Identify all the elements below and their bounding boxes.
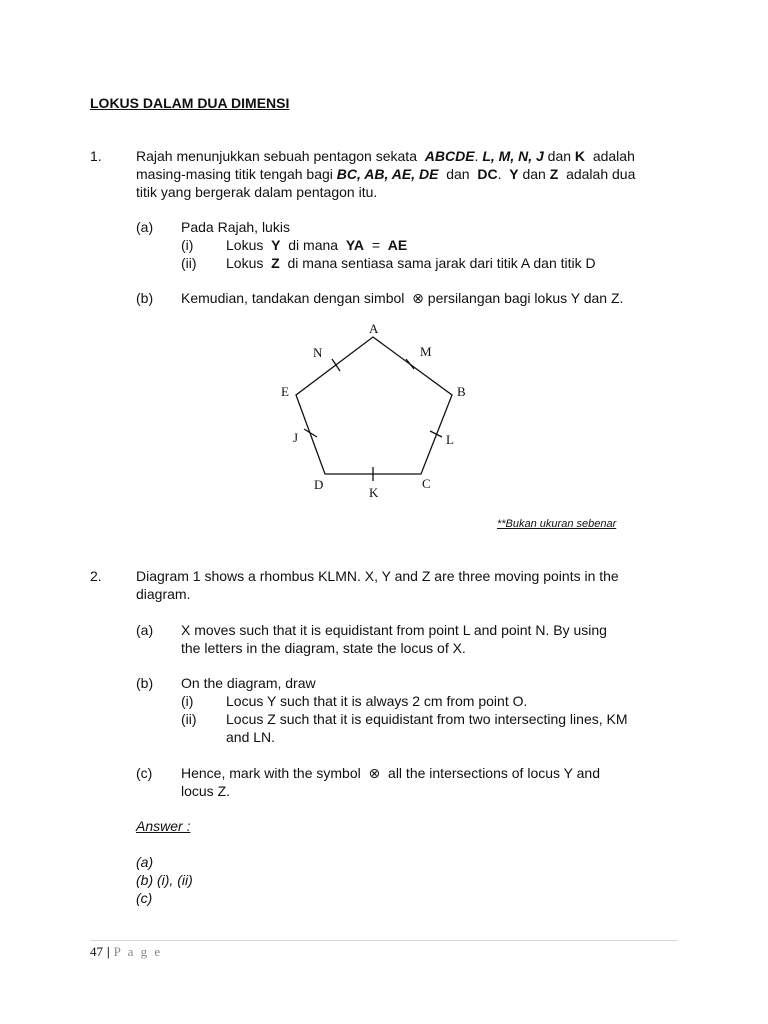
q1-a-i-label: (i)	[181, 237, 194, 253]
q1-text: ABCDE	[424, 148, 475, 164]
page-footer	[90, 942, 162, 961]
q2-b-label: (b)	[136, 675, 154, 691]
vertex-label-d: D	[314, 477, 324, 492]
title-text: LOKUS DALAM DUA DIMENSI	[90, 95, 290, 111]
q1-text: .	[497, 166, 502, 182]
not-to-scale-note: **Bukan ukuran sebenar	[497, 518, 617, 530]
answer-label: Answer :	[136, 818, 191, 834]
q1-text: masing-masing titik tengah bagi	[136, 166, 333, 182]
q2-a-line-2: the letters in the diagram, state the locus of X.	[181, 640, 466, 656]
midpoint-label-k: K	[369, 485, 379, 500]
q1-a-ii-label: (ii)	[181, 255, 197, 271]
q1-text: Kemudian, tandakan dengan simbol	[181, 290, 405, 306]
otimes-symbol-icon: ⊗	[412, 291, 424, 307]
q2-line-1: Diagram 1 shows a rhombus KLMN. X, Y and Z are three moving points in the	[136, 568, 619, 584]
q2-b-ii-label: (ii)	[181, 711, 197, 727]
q1-text: Lokus	[226, 255, 264, 271]
q1-text: Z	[271, 255, 280, 271]
answer-b: (b) (i), (ii)	[136, 872, 193, 888]
q1-text: AE	[387, 237, 408, 253]
q2-number: 2.	[90, 568, 102, 584]
q1-text: adalah dua	[566, 166, 636, 182]
q1-text: Rajah menunjukkan sebuah pentagon sekata	[136, 148, 417, 164]
answer-c: (c)	[136, 890, 153, 906]
otimes-symbol-icon: ⊗	[368, 766, 381, 782]
q1-text: YA	[345, 237, 365, 253]
q1-text: Lokus	[226, 237, 264, 253]
q2-b-i-label: (i)	[181, 693, 194, 709]
tick-mark-n	[332, 359, 340, 371]
footer-separator: |	[106, 944, 110, 959]
q2-a-label: (a)	[136, 622, 154, 638]
q2-b-text: On the diagram, draw	[181, 675, 316, 691]
q2-c-line-1	[181, 764, 600, 783]
q1-a-text: Pada Rajah, lukis	[181, 219, 290, 235]
page-word: P a g e	[113, 944, 163, 959]
q2-c-line-2: locus Z.	[181, 783, 231, 799]
vertex-label-e: E	[281, 384, 289, 399]
q1-text: BC, AB, AE, DE	[336, 166, 439, 182]
q1-text: Z	[549, 166, 559, 182]
q1-text: =	[371, 237, 380, 253]
q1-text: dan	[522, 166, 546, 182]
q2-b-ii-line-2: and LN.	[226, 729, 276, 745]
q1-a-label: (a)	[136, 219, 154, 235]
q1-text: K	[574, 148, 586, 164]
q1-number: 1.	[90, 148, 102, 164]
q2-line-2: diagram.	[136, 586, 191, 602]
q1-text: di mana sentiasa sama jarak dari titik A dan titik D	[287, 255, 596, 271]
q1-text: dan	[446, 166, 470, 182]
q2-text: Hence, mark with the symbol	[181, 765, 361, 781]
answer-a: (a)	[136, 854, 154, 870]
vertex-label-c: C	[422, 476, 431, 491]
tick-mark-m	[406, 359, 414, 369]
vertex-label-b: B	[457, 384, 466, 399]
q1-text: adalah	[592, 148, 635, 164]
q1-text: di mana	[288, 237, 339, 253]
q1-text: dan	[547, 148, 572, 164]
q2-b-i-text: Locus Y such that it is always 2 cm from point O.	[226, 693, 528, 709]
midpoint-label-n: N	[313, 345, 323, 360]
midpoint-label-m: M	[420, 344, 432, 359]
q2-c-label: (c)	[136, 765, 153, 781]
q1-text: .	[474, 148, 479, 164]
q2-text: all the intersections of locus Y and	[388, 765, 600, 781]
q1-text: Y	[271, 237, 281, 253]
page-number: 47	[90, 944, 103, 959]
q1-text: Y	[509, 166, 519, 182]
footer-divider	[90, 940, 678, 941]
vertex-label-a: A	[369, 321, 379, 336]
midpoint-label-j: J	[293, 430, 299, 445]
q1-b-label: (b)	[136, 290, 154, 306]
q2-a-line-1: X moves such that it is equidistant from point L and point N. By using	[181, 622, 607, 638]
q1-text: persilangan bagi lokus Y dan Z.	[427, 290, 624, 306]
q1-text: L, M, N, J	[482, 148, 544, 164]
q1-line-3: titik yang bergerak dalam pentagon itu.	[136, 184, 378, 200]
midpoint-label-l: L	[446, 432, 454, 447]
q1-text: DC	[477, 166, 498, 182]
q2-b-ii-line-1: Locus Z such that it is equidistant from two intersecting lines, KM	[226, 711, 628, 727]
